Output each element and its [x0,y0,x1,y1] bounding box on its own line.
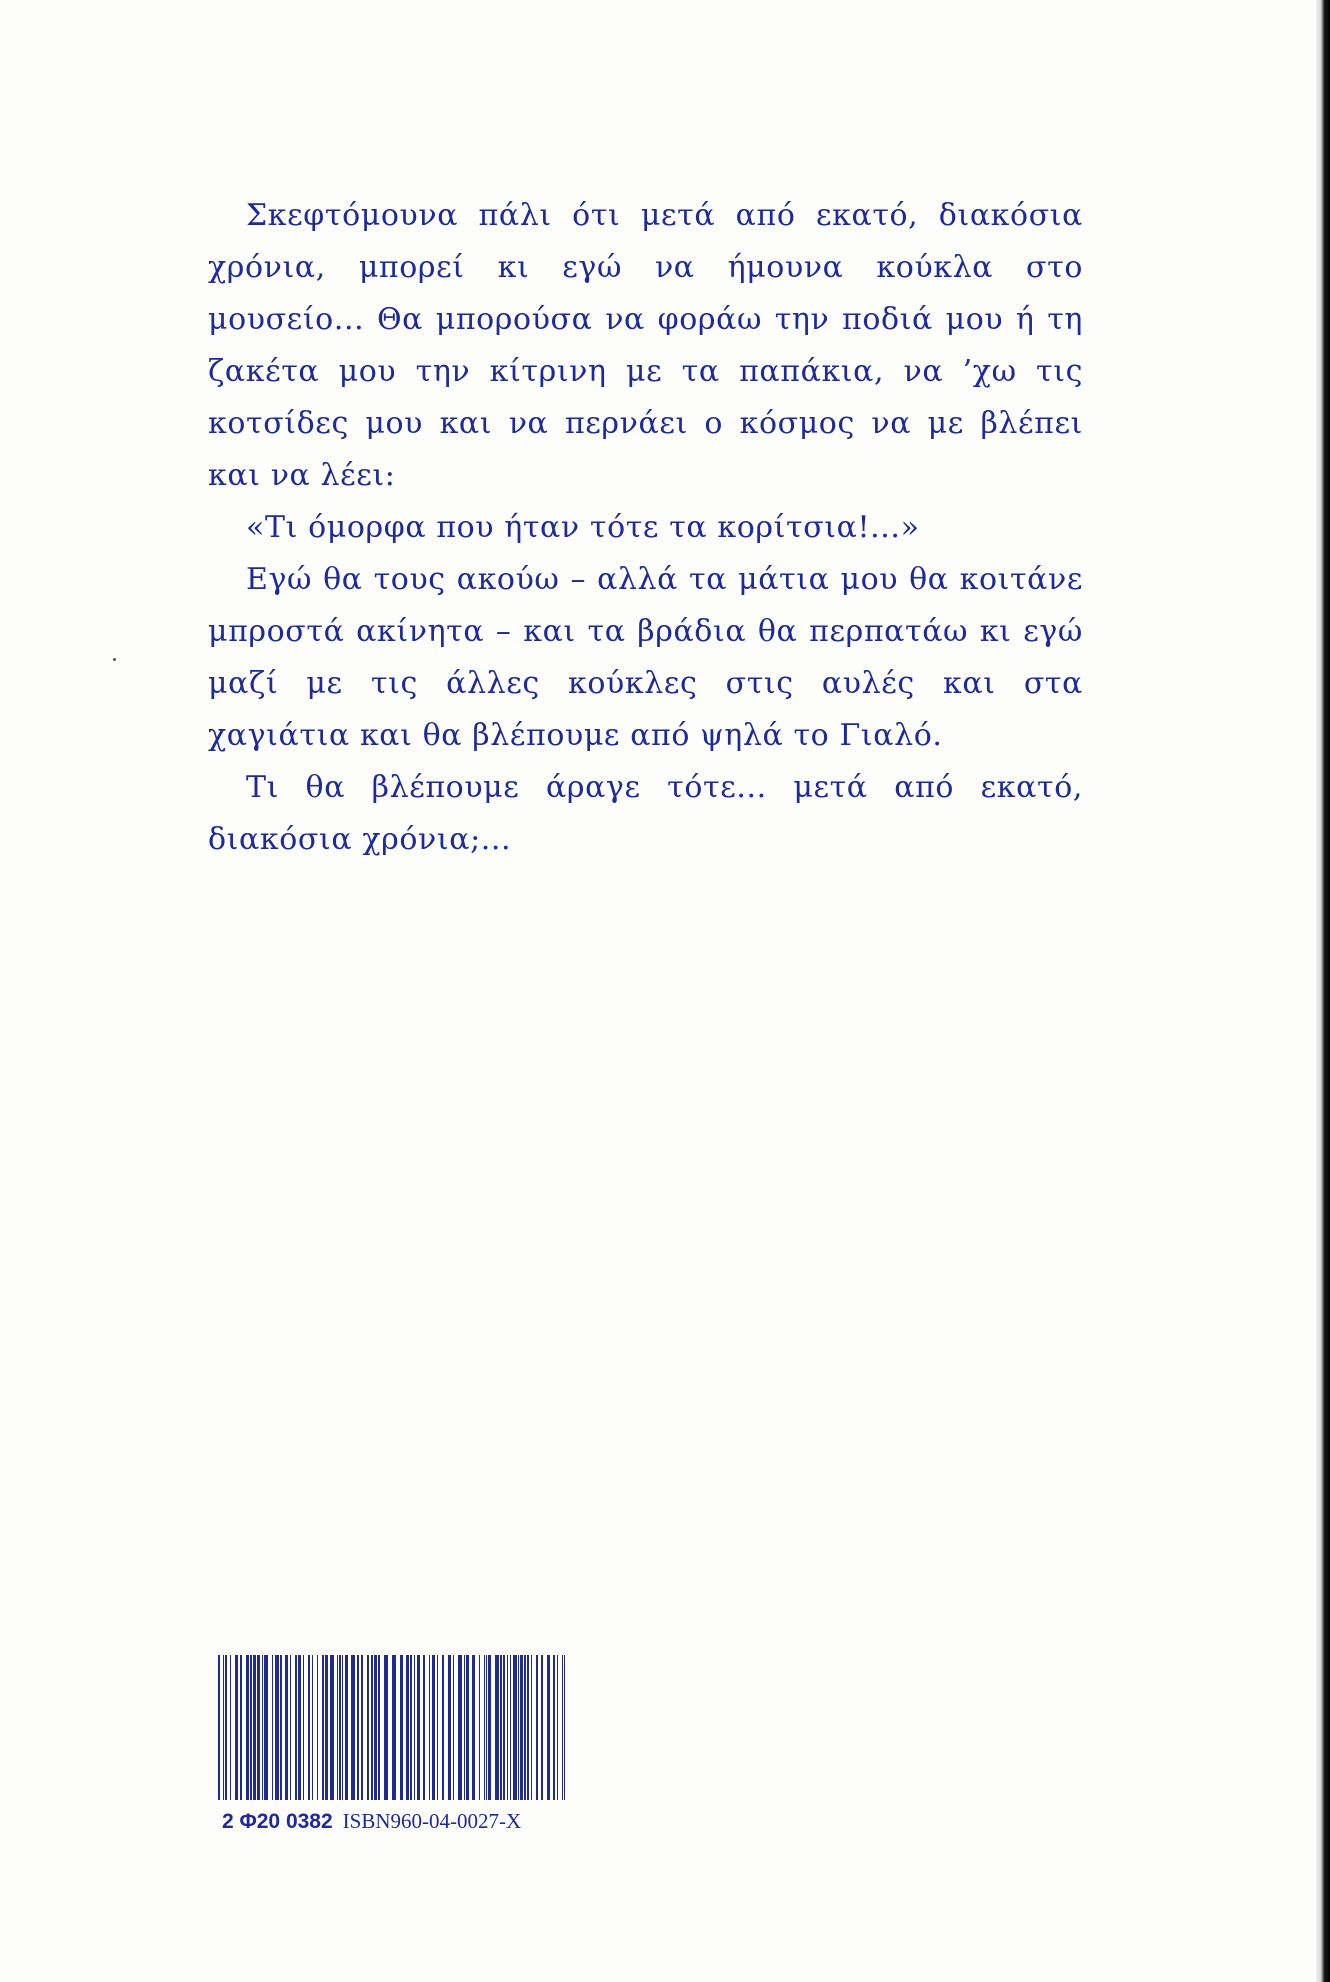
blurb-paragraph-2-quote: «Τι όμορφα που ήταν τότε τα κορίτσια!...» [246,510,920,545]
blurb-paragraph-3: Εγώ θα τους ακούω – αλλά τα μάτια μου θα κοιτάνε μπροστά ακίνητα – και τα βράδια θα περπατάω κι εγώ μαζί με τις άλλες κούκλες στις αυλές και στα χαγιάτια και θα βλέπουμε από ψηλά το Γιαλό. [208,562,1083,753]
barcode-bar [518,1655,519,1800]
barcode-bar [410,1655,412,1800]
barcode-bar [531,1655,532,1800]
barcode-bar [500,1655,502,1800]
barcode-bar [280,1655,282,1800]
barcode-bar [453,1655,454,1800]
barcode-bar [432,1655,435,1800]
barcode-caption [222,1808,582,1835]
barcode-bar [417,1655,420,1800]
barcode-bar [371,1655,373,1800]
barcode-bar [486,1655,487,1800]
barcode-bar [527,1655,529,1800]
barcode-bar [367,1655,369,1800]
barcode-bar [322,1655,324,1800]
barcode [218,1655,566,1800]
barcode-bar [384,1655,388,1800]
barcode-bar [235,1655,238,1800]
barcode-bar [472,1655,475,1800]
barcode-bar [557,1655,558,1800]
blurb-text [208,190,1083,866]
barcode-bar [257,1655,260,1800]
barcode-bar [442,1655,444,1800]
barcode-bar [295,1655,297,1800]
barcode-bar [392,1655,396,1800]
barcode-bar [240,1655,242,1800]
barcode-bar [262,1655,263,1800]
barcode-bar [513,1655,517,1800]
barcode-bar [337,1655,338,1800]
barcode-bar [400,1655,403,1800]
barcode-bar [303,1655,304,1800]
barcode-bar [458,1655,462,1800]
barcode-bar [308,1655,310,1800]
barcode-bar [298,1655,301,1800]
barcode-bar [520,1655,523,1800]
barcode-bar [357,1655,359,1800]
barcode-bar [275,1655,279,1800]
barcode-bar [290,1655,291,1800]
barcode-bar [510,1655,511,1800]
barcode-code-number: 2 Φ20 0382 [222,1810,333,1833]
paper-speck [113,658,116,661]
barcode-bar [374,1655,377,1800]
barcode-bar [223,1655,224,1800]
page-edge-shadow [1316,0,1330,1982]
barcode-bar [562,1655,563,1800]
barcode-bar [351,1655,355,1800]
barcode-bar [564,1655,565,1800]
barcode-bar [448,1655,451,1800]
barcode-bar [488,1655,491,1800]
barcode-bar [230,1655,231,1800]
barcode-bar [285,1655,288,1800]
blurb-paragraph-1: Σκεφτόμουνα πάλι ότι μετά από εκατό, διακόσια χρόνια, μπορεί κι εγώ να ήμουνα κούκλα στο μουσείο... Θα μπορούσα να φοράω την ποδιά μου ή τη ζακέτα μου την κίτρινη με τα παπάκια, να ’χω τις κοτσίδες μου και να περνάει ο κόσμος να με βλέπει και να λέει: [208,198,1083,493]
barcode-bar [339,1655,341,1800]
barcode-bar [464,1655,465,1800]
barcode-bar [330,1655,334,1800]
barcode-bar [466,1655,469,1800]
barcode-bar [361,1655,363,1800]
barcode-bar [541,1655,543,1800]
barcode-bar [479,1655,480,1800]
barcode-bar [507,1655,508,1800]
barcode-bar [378,1655,380,1800]
barcode-bar [342,1655,343,1800]
barcode-bar [253,1655,256,1800]
barcode-bar [406,1655,409,1800]
barcode-bar [495,1655,499,1800]
barcode-bar [218,1655,220,1800]
barcode-bar [272,1655,273,1800]
barcode-bar [312,1655,313,1800]
barcode-bar [536,1655,538,1800]
barcode-bar [264,1655,268,1800]
barcode-bar [503,1655,505,1800]
isbn-number: ISBN960-04-0027-X [342,1809,522,1833]
blurb-paragraph-4: Τι θα βλέπουμε άραγε τότε... μετά από εκατό, διακόσια χρόνια;... [208,770,1083,857]
barcode-bar [524,1655,526,1800]
barcode-bar [317,1655,318,1800]
barcode-bar [225,1655,227,1800]
barcode-bar [250,1655,252,1800]
barcode-bar [437,1655,438,1800]
barcode-bar [414,1655,415,1800]
barcode-bar [325,1655,328,1800]
barcode-bar [429,1655,430,1800]
barcode-bar [484,1655,485,1800]
barcode-bar [553,1655,555,1800]
barcode-bar [547,1655,550,1800]
barcode-bar [423,1655,425,1800]
barcode-bar [246,1655,249,1800]
barcode-bar [345,1655,348,1800]
